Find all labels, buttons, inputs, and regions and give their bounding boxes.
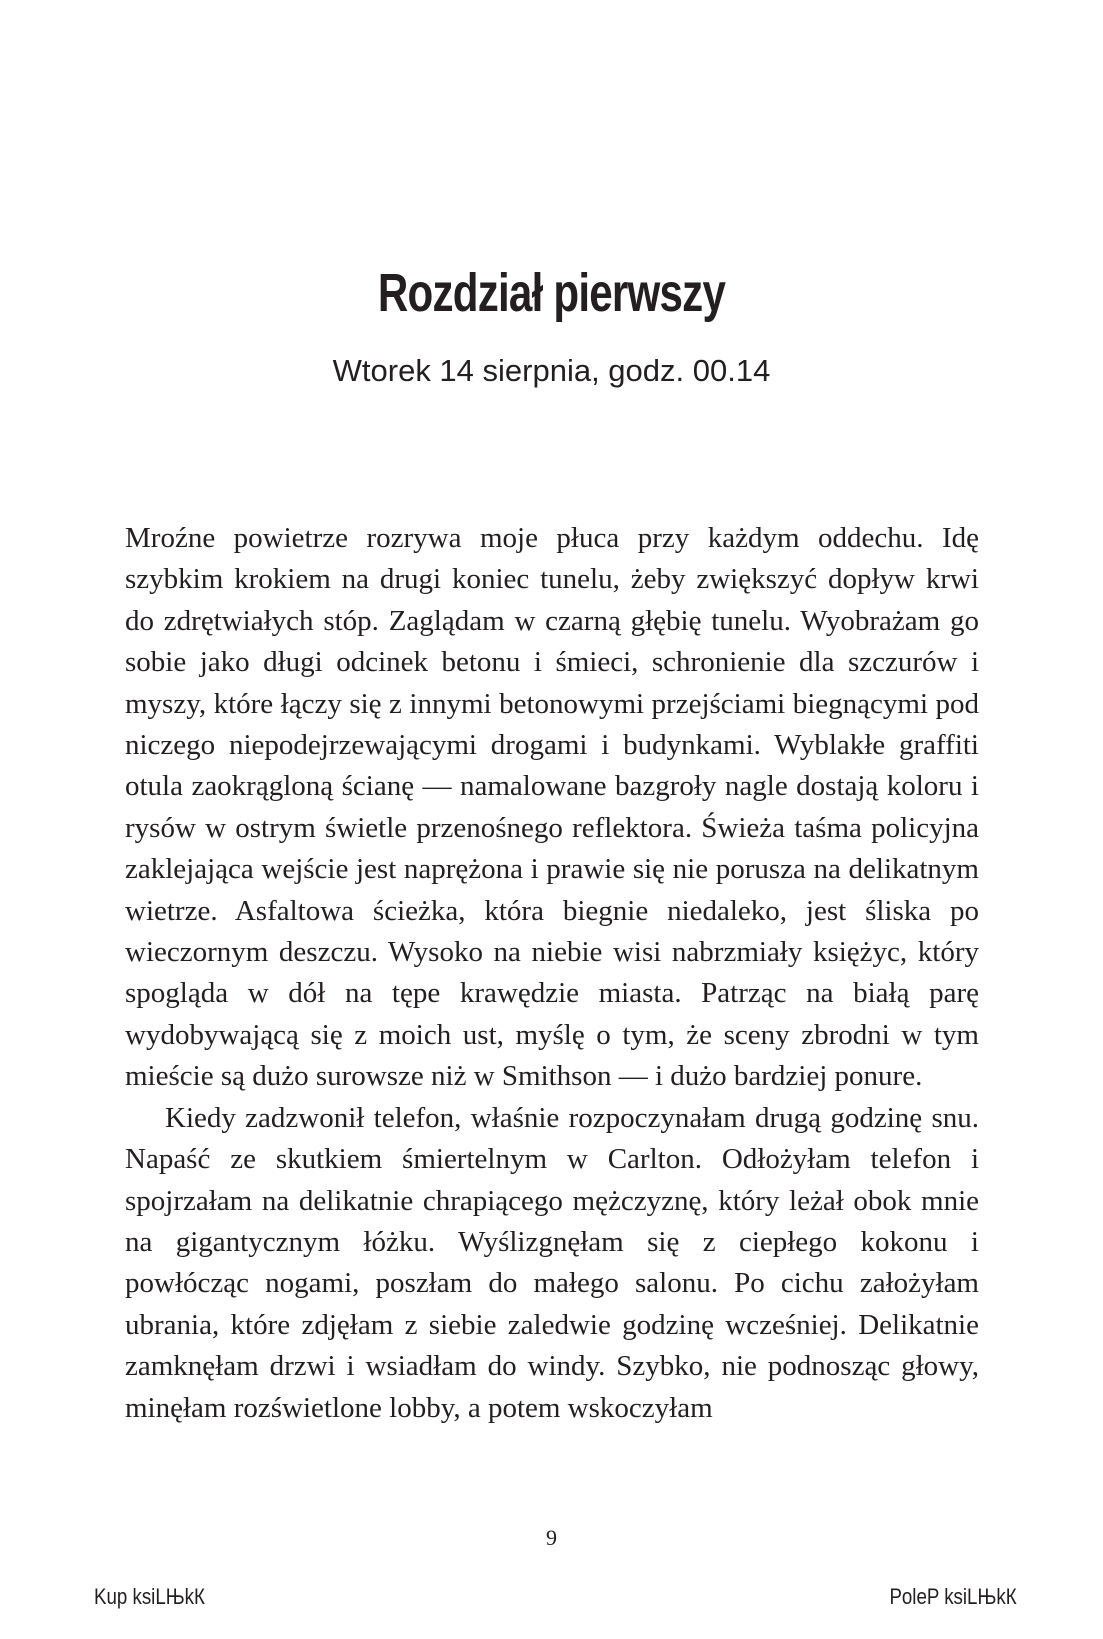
body-text	[125, 518, 979, 1429]
chapter-subtitle: Wtorek 14 sierpnia, godz. 00.14	[332, 353, 771, 388]
paragraph: Mroźne powietrze rozrywa moje płuca przy każdym oddechu. Idę szybkim krokiem na drugi koniec tunelu, żeby zwiększyć dopływ krwi do zdrętwiałych stóp. Zaglądam w czarną głębię tunelu. Wyobrażam go sobie jako długi odcinek betonu i śmieci, schronienie dla szczurów i myszy, które łączy się z innymi betonowymi przejściami biegnącymi pod niczego niepodejrzewającymi drogami i budynkami. Wyblakłe graffiti otula zaokrągloną ścianę — namalowane bazgroły nagle dostają koloru i rysów w ostrym świetle przenośnego reflektora. Świeża taśma policyjna zaklejająca wejście jest naprężona i prawie się nie porusza na delikatnym wietrze. Asfaltowa ścieżka, która biegnie niedaleko, jest śliska po wieczornym deszczu. Wysoko na niebie wisi nabrzmiały księżyc, który spogląda w dół na tępe krawędzie miasta. Patrząc na białą parę wydobywającą się z moich ust, myślę o tym, że sceny zbrodni w tym mieście są dużo surowsze niż w Smithson — i dużo bardziej ponure.	[125, 522, 979, 1093]
buy-book-link[interactable]: Kup ksiLЊkК	[94, 1584, 205, 1609]
page-number: 9	[546, 1525, 557, 1550]
chapter-title: Rozdział pierwszy	[377, 263, 726, 323]
paragraph: Kiedy zadzwonił telefon, właśnie rozpoczynałam drugą godzinę snu. Napaść ze skutkiem śmiertelnym w Carlton. Odłożyłam telefon i spojrzałam na delikatnie chrapiącego mężczyznę, który leżał obok mnie na gigantycznym łóżku. Wyślizgnęłam się z ciepłego kokonu i powłócząc nogami, poszłam do małego salonu. Po cichu założyłam ubrania, które zdjęłam z siebie zaledwie godzinę wcześniej. Delikatnie zamknęłam drzwi i wsiadłam do windy. Szybko, nie podnosząc głowy, minęłam rozświetlone lobby, a potem wskoczyłam	[125, 1101, 979, 1424]
recommend-book-link[interactable]: PoleP ksiLЊkК	[889, 1584, 1017, 1609]
